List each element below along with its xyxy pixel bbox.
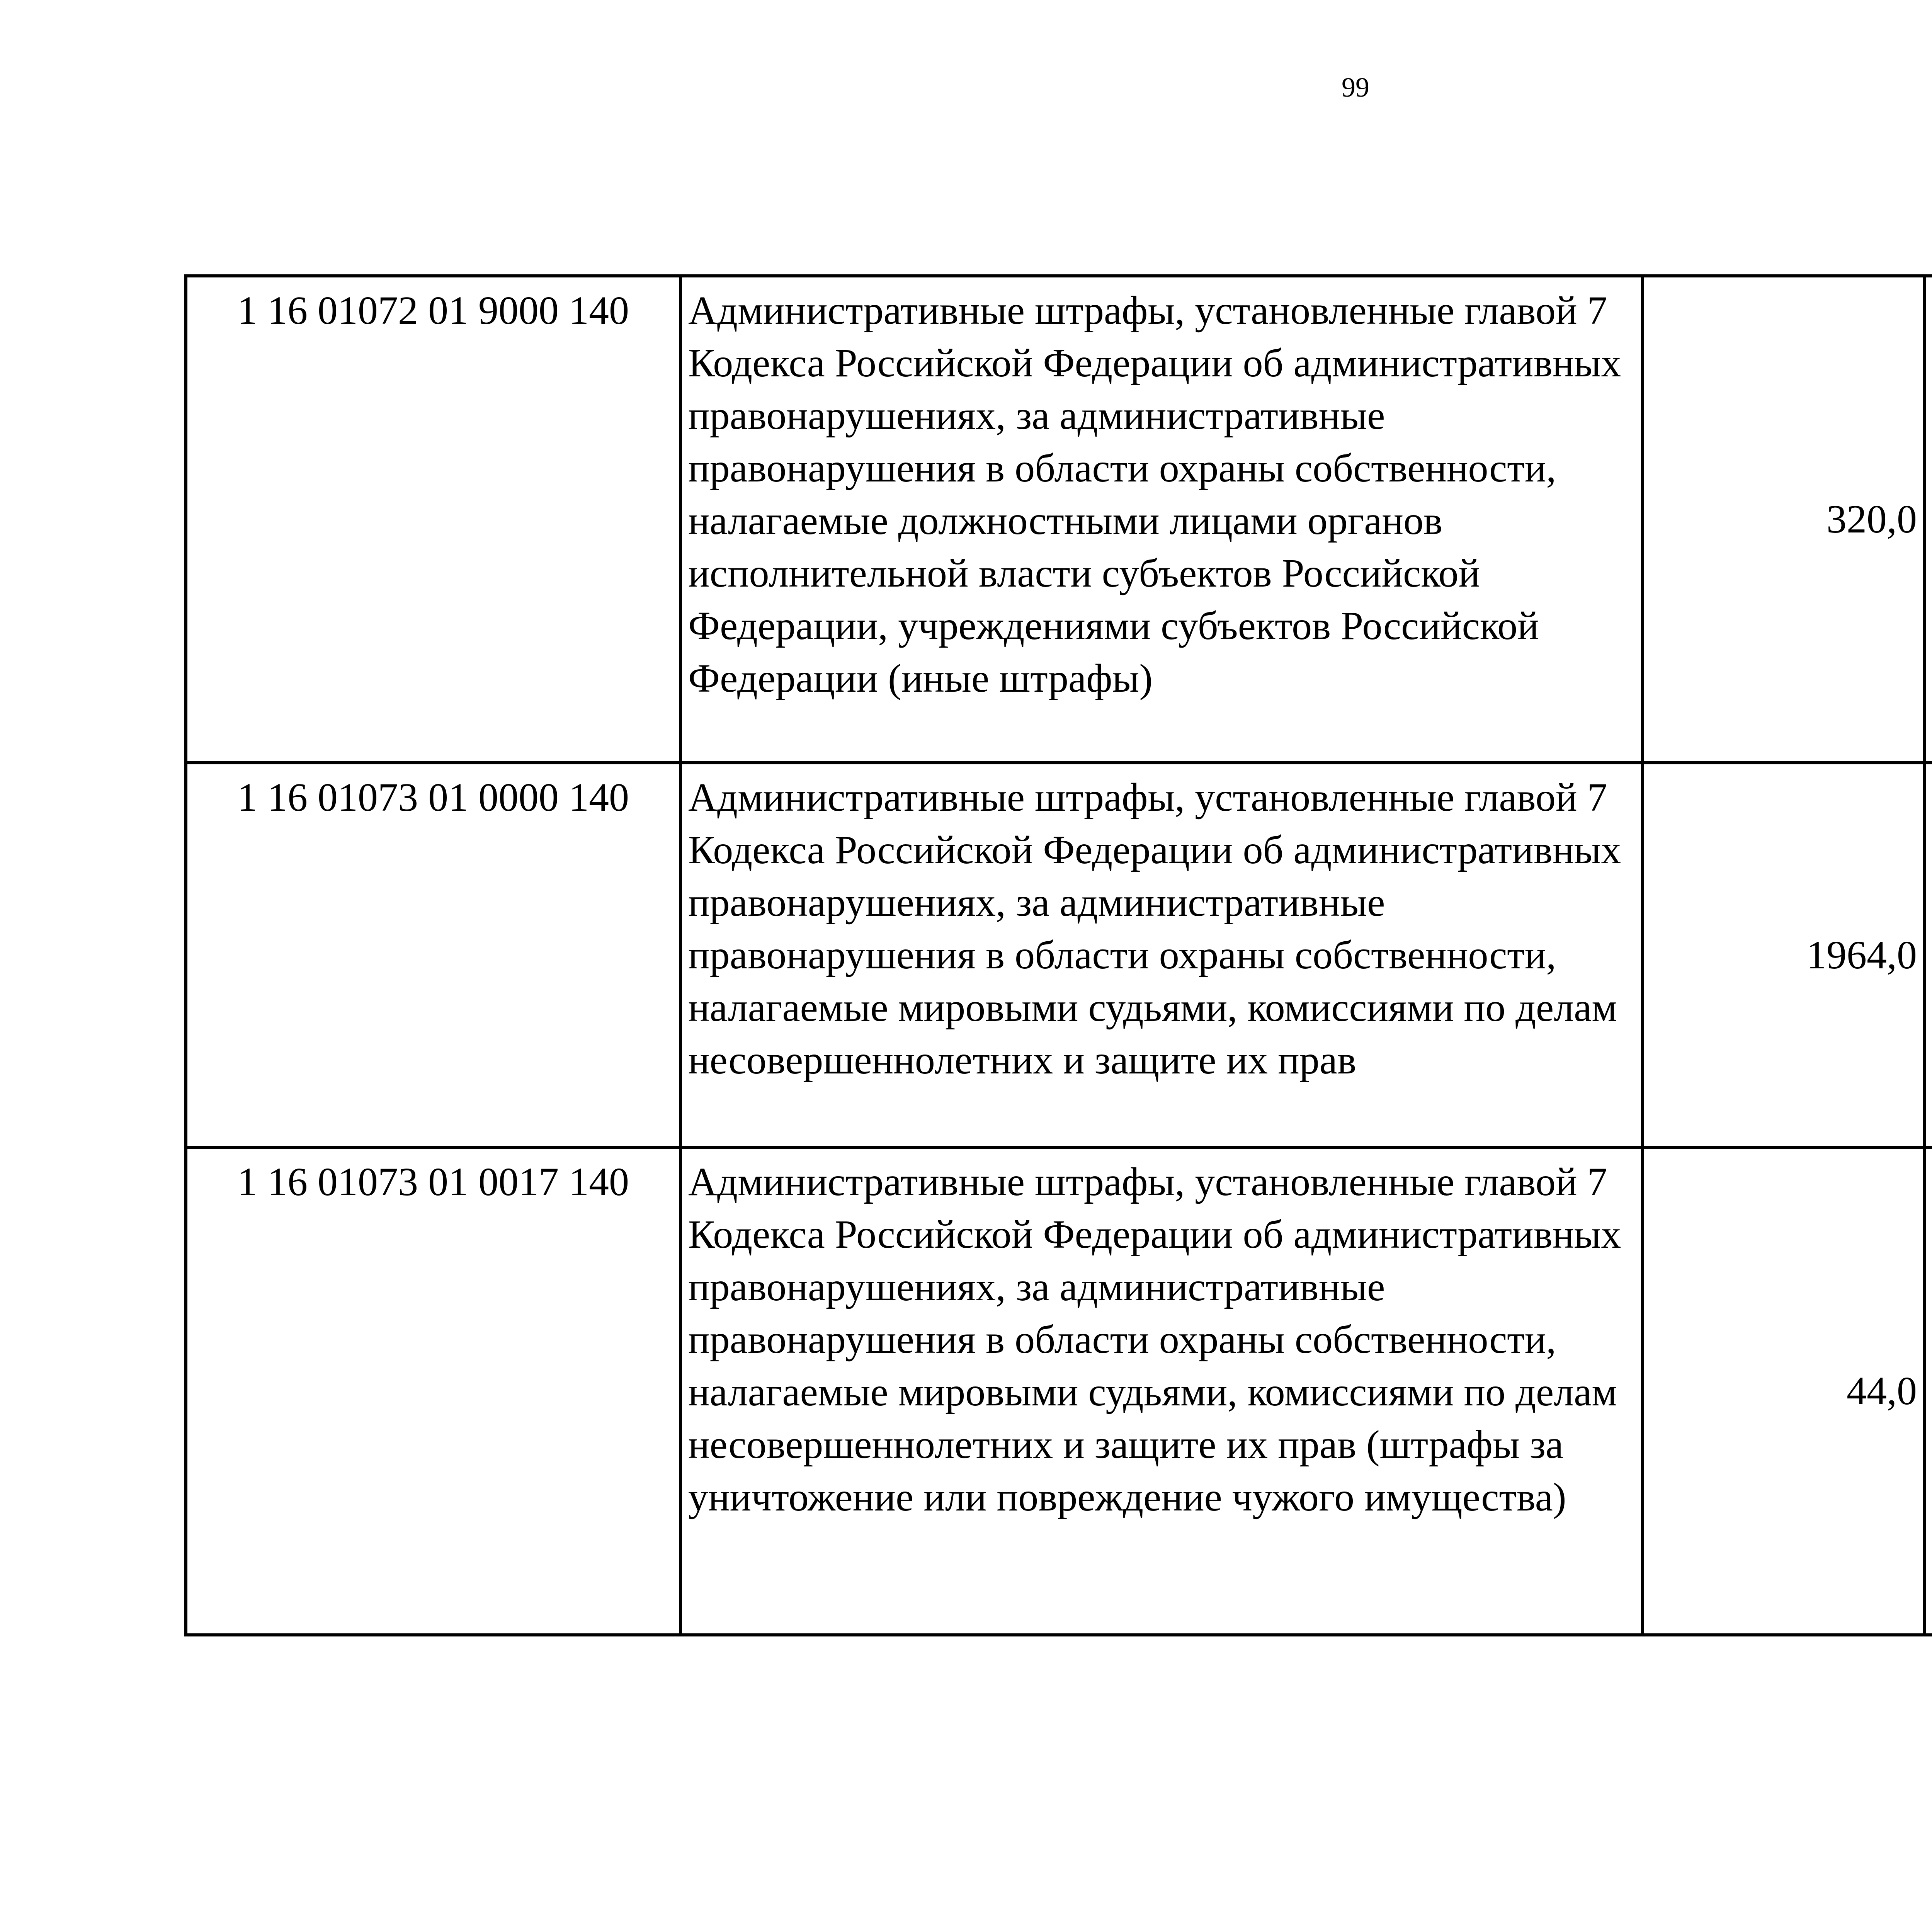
value-cell-1: 320,0 <box>1643 276 1925 763</box>
budget-code-cell: 1 16 01072 01 9000 140 <box>186 276 680 763</box>
description-cell: Административные штрафы, установленные главой 7 Кодекса Российской Федерации об административных правонарушениях, за административные правонарушения в области охраны собственности, налагаемые мировыми судьями, комиссиями по делам несовершеннолетних и защите их прав (штрафы за уничтожение или повреждение чужого имущества) <box>680 1147 1643 1635</box>
page-number: 99 <box>1342 72 1369 103</box>
value-cell-1: 1964,0 <box>1643 763 1925 1147</box>
value-cell-2 <box>1925 763 1932 1147</box>
budget-code-cell: 1 16 01073 01 0000 140 <box>186 763 680 1147</box>
description-cell: Административные штрафы, установленные главой 7 Кодекса Российской Федерации об административных правонарушениях, за административные правонарушения в области охраны собственности, налагаемые должностными лицами органов исполнительной власти субъектов Российской Федерации, учреждениями субъектов Российской Федерации (иные штрафы) <box>680 276 1643 763</box>
budget-table <box>184 274 1932 1636</box>
table-row <box>186 1147 1932 1635</box>
description-cell: Административные штрафы, установленные главой 7 Кодекса Российской Федерации об административных правонарушениях, за административные правонарушения в области охраны собственности, налагаемые мировыми судьями, комиссиями по делам несовершеннолетних и защите их прав <box>680 763 1643 1147</box>
table-row <box>186 276 1932 763</box>
value-cell-2 <box>1925 276 1932 763</box>
value-cell-1: 44,0 <box>1643 1147 1925 1635</box>
table-row <box>186 763 1932 1147</box>
budget-code-cell: 1 16 01073 01 0017 140 <box>186 1147 680 1635</box>
value-cell-2 <box>1925 1147 1932 1635</box>
